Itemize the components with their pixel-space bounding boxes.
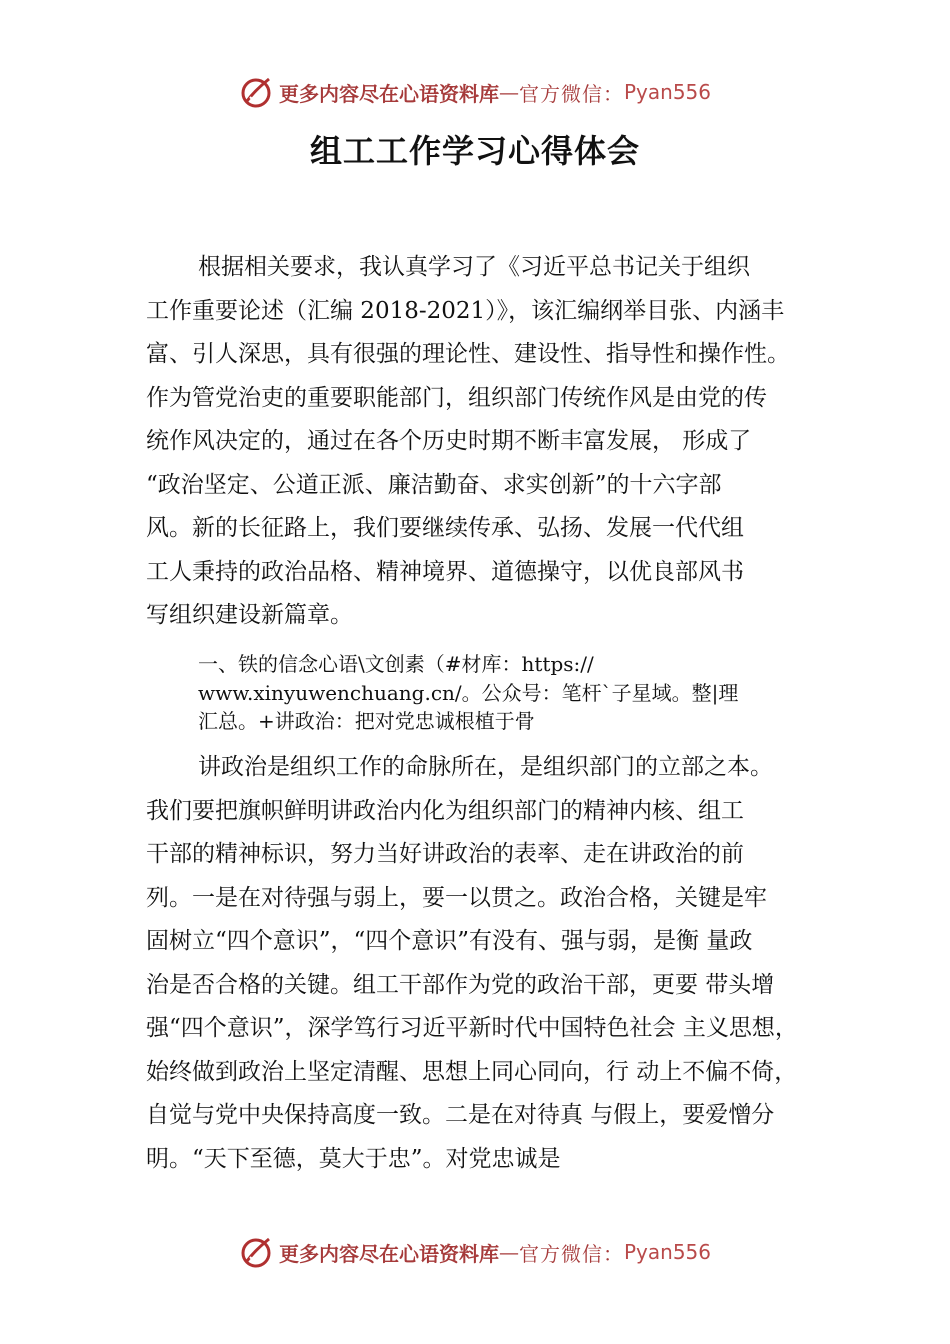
text-line: 始终做到政治上坚定清醒、思想上同心同向，行 动上不偏不倚， [146, 1058, 798, 1085]
banner-wechat-id: Pyan556 [623, 1240, 711, 1264]
banner-separator: — [498, 80, 519, 104]
banner-wechat-label: 官方微信： [518, 81, 624, 106]
banner-slogan: 更多内容尽在心语资料库 [278, 1241, 499, 1266]
footer-banner [0, 1232, 950, 1272]
brush-logo-icon [239, 75, 273, 109]
text-line: 富、引人深思，具有很强的理论性、建设性、指导性和操作性。 [146, 341, 790, 367]
text-line: 一、铁的信念心语\文创素（#材库：https:// [198, 652, 594, 676]
text-line: 风。新的长征路上，我们要继续传承、弘扬、发展一代代组 [146, 515, 744, 541]
text-line: 工作重要论述（汇编 2018-2021）》，该汇编纲举目张、内涵丰 [146, 297, 785, 324]
text-line: 固树立“四个意识”，“四个意识”有没有、强与弱，是衡 量政 [146, 928, 753, 954]
text-line: 作为管党治吏的重要职能部门，组织部门传统作风是由党的传 [146, 384, 767, 411]
text-line: 讲政治是组织工作的命脉所在，是组织部门的立部之本。 [198, 754, 773, 780]
text-line: 写组织建设新篇章。 [146, 602, 353, 628]
document-title: 组工工作学习心得体会 [309, 132, 640, 170]
text-line: 汇总。+讲政治：把对党忠诚根植于骨 [198, 709, 535, 733]
section-heading-1 [146, 650, 738, 736]
text-line: “政治坚定、公道正派、廉洁勤奋、求实创新”的十六字部 [146, 471, 722, 498]
header-banner [0, 72, 950, 112]
banner-separator: — [498, 1240, 519, 1264]
text-line: 统作风决定的，通过在各个历史时期不断丰富发展， 形成了 [146, 428, 752, 454]
text-line: 自觉与党中央保持高度一致。二是在对待真 与假上，要爱憎分 [146, 1102, 775, 1128]
paragraph-intro [146, 246, 790, 638]
text-line: www.xinyuwenchuang.cn/。公众号：笔杆`子星域。整|理 [198, 680, 739, 705]
text-line: 明。“天下至德，莫大于忠”。对党忠诚是 [146, 1145, 561, 1172]
brush-logo-icon [239, 1235, 273, 1269]
paragraph-politics [146, 746, 798, 1181]
banner-wechat-id: Pyan556 [623, 80, 711, 104]
banner-wechat-label: 官方微信： [518, 1241, 624, 1266]
text-line: 我们要把旗帜鲜明讲政治内化为组织部门的精神内核、组工 [146, 797, 744, 824]
text-line: 根据相关要求，我认真学习了《习近平总书记关于组织 [198, 254, 750, 280]
text-line: 强“四个意识”，深学笃行习近平新时代中国特色社会 主义思想， [146, 1015, 798, 1041]
text-line: 工人秉持的政治品格、精神境界、道德操守，以优良部风书 [146, 558, 744, 585]
text-line: 列。一是在对待强与弱上，要一以贯之。政治合格，关键是牢 [146, 884, 767, 911]
text-line: 干部的精神标识，努力当好讲政治的表率、走在讲政治的前 [146, 841, 744, 867]
banner-slogan: 更多内容尽在心语资料库 [278, 81, 499, 106]
text-line: 治是否合格的关键。组工干部作为党的政治干部，更要 带头增 [146, 971, 775, 998]
